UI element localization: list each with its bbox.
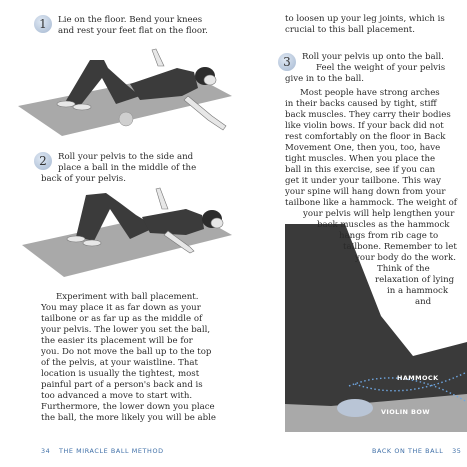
violin-bow-label: VIOLIN BOW [381, 408, 430, 416]
text-line: relaxation of lying [375, 275, 455, 285]
text-line: painful part of a person's back and is [41, 380, 203, 390]
text-line: Lie on the floor. Bend your knees [58, 15, 203, 25]
text-line: place a ball in the middle of the [58, 163, 197, 173]
step-1-text [58, 15, 208, 37]
ball [337, 399, 373, 417]
text-line: Roll your pelvis up onto the ball. [302, 52, 444, 62]
step-3-badge [278, 53, 296, 71]
step-number: 3 [283, 55, 291, 69]
exercise-photo-pelvis-roll [18, 187, 234, 283]
right-page [234, 0, 467, 467]
text-line: Movement One, then you, too, have [285, 143, 441, 153]
running-head: THE MIRACLE BALL METHOD [58, 447, 164, 455]
text-line: and [415, 297, 432, 307]
text-line: of the pelvis, at your waistline. That [41, 358, 198, 368]
text-line: rest comfortably on the floor in Back [285, 132, 446, 142]
text-line: Most people have strong arches [300, 88, 440, 98]
step-2-badge [34, 152, 52, 170]
text-line: hangs from rib cage to [339, 231, 439, 241]
text-line: the ball, the more likely you will be able [41, 413, 216, 423]
text-line: location is usually the tightest, most [41, 369, 200, 379]
text-line: Think of the [377, 264, 430, 274]
text-line: your pelvis. The lower you set the ball, [41, 325, 211, 335]
page-number: 35 [452, 447, 462, 455]
text-line: ball in this exercise, see if you can [285, 165, 436, 175]
torso [142, 209, 204, 235]
text-line: the easier its placement will be for [41, 336, 193, 346]
text-line: get it under your tailbone. This way [285, 176, 441, 186]
text-line: tailbone or as far up as the middle of [41, 314, 203, 324]
left-page [0, 0, 233, 467]
text-line: crucial to this ball placement. [285, 25, 415, 35]
right-body-text [285, 88, 465, 308]
page-number: 34 [41, 447, 51, 455]
text-line: your spine will hang down from your [285, 187, 446, 197]
right-top-text [285, 14, 445, 36]
step-number: 1 [39, 17, 47, 31]
text-line: and rest your feet flat on the floor. [58, 26, 208, 36]
ball [119, 112, 133, 126]
step-3-text-cont [285, 74, 364, 85]
text-line: tight muscles. When you place the [285, 154, 436, 164]
text-line: too advanced a move to start with. [41, 391, 193, 401]
exercise-photo-knees-bent [12, 44, 234, 146]
text-line: your body do the work. [355, 253, 456, 263]
step-1-badge [34, 15, 52, 33]
step-3-text [302, 52, 445, 74]
step-2-text [58, 152, 196, 174]
text-line: Feel the weight of your pelvis [316, 63, 446, 73]
text-line: in a hammock [387, 286, 449, 296]
step-number: 2 [39, 154, 47, 168]
left-body-text [41, 292, 216, 424]
text-line: your pelvis will help lengthen your [303, 209, 455, 219]
text-line: in their backs caused by tight, stiff [285, 99, 437, 109]
text-line: like violin bows. If your back did not [285, 121, 444, 131]
text-line: you. Do not move the ball up to the top [41, 347, 212, 357]
text-line: You may place it as far down as your [41, 303, 201, 313]
text-line: back of your pelvis. [41, 174, 126, 184]
text-line: to loosen up your leg joints, which is [285, 14, 445, 24]
text-line: tailbone like a hammock. The weight of [285, 198, 457, 208]
step-2-text-cont [41, 174, 126, 185]
text-line: tailbone. Remember to let [343, 242, 457, 252]
hammock-label: HAMMOCK [397, 374, 439, 382]
text-line: Experiment with ball placement. [56, 292, 199, 302]
text-line: give in to the ball. [285, 74, 364, 84]
running-head: BACK ON THE BALL [372, 447, 444, 455]
text-line: back muscles. They carry their bodies [285, 110, 451, 120]
text-line: Furthermore, the lower down you place [41, 402, 215, 412]
left-footer [41, 447, 164, 455]
text-line: Roll your pelvis to the side and [58, 152, 194, 162]
right-footer [372, 447, 461, 455]
text-line: back muscles as the hammock [317, 220, 450, 230]
